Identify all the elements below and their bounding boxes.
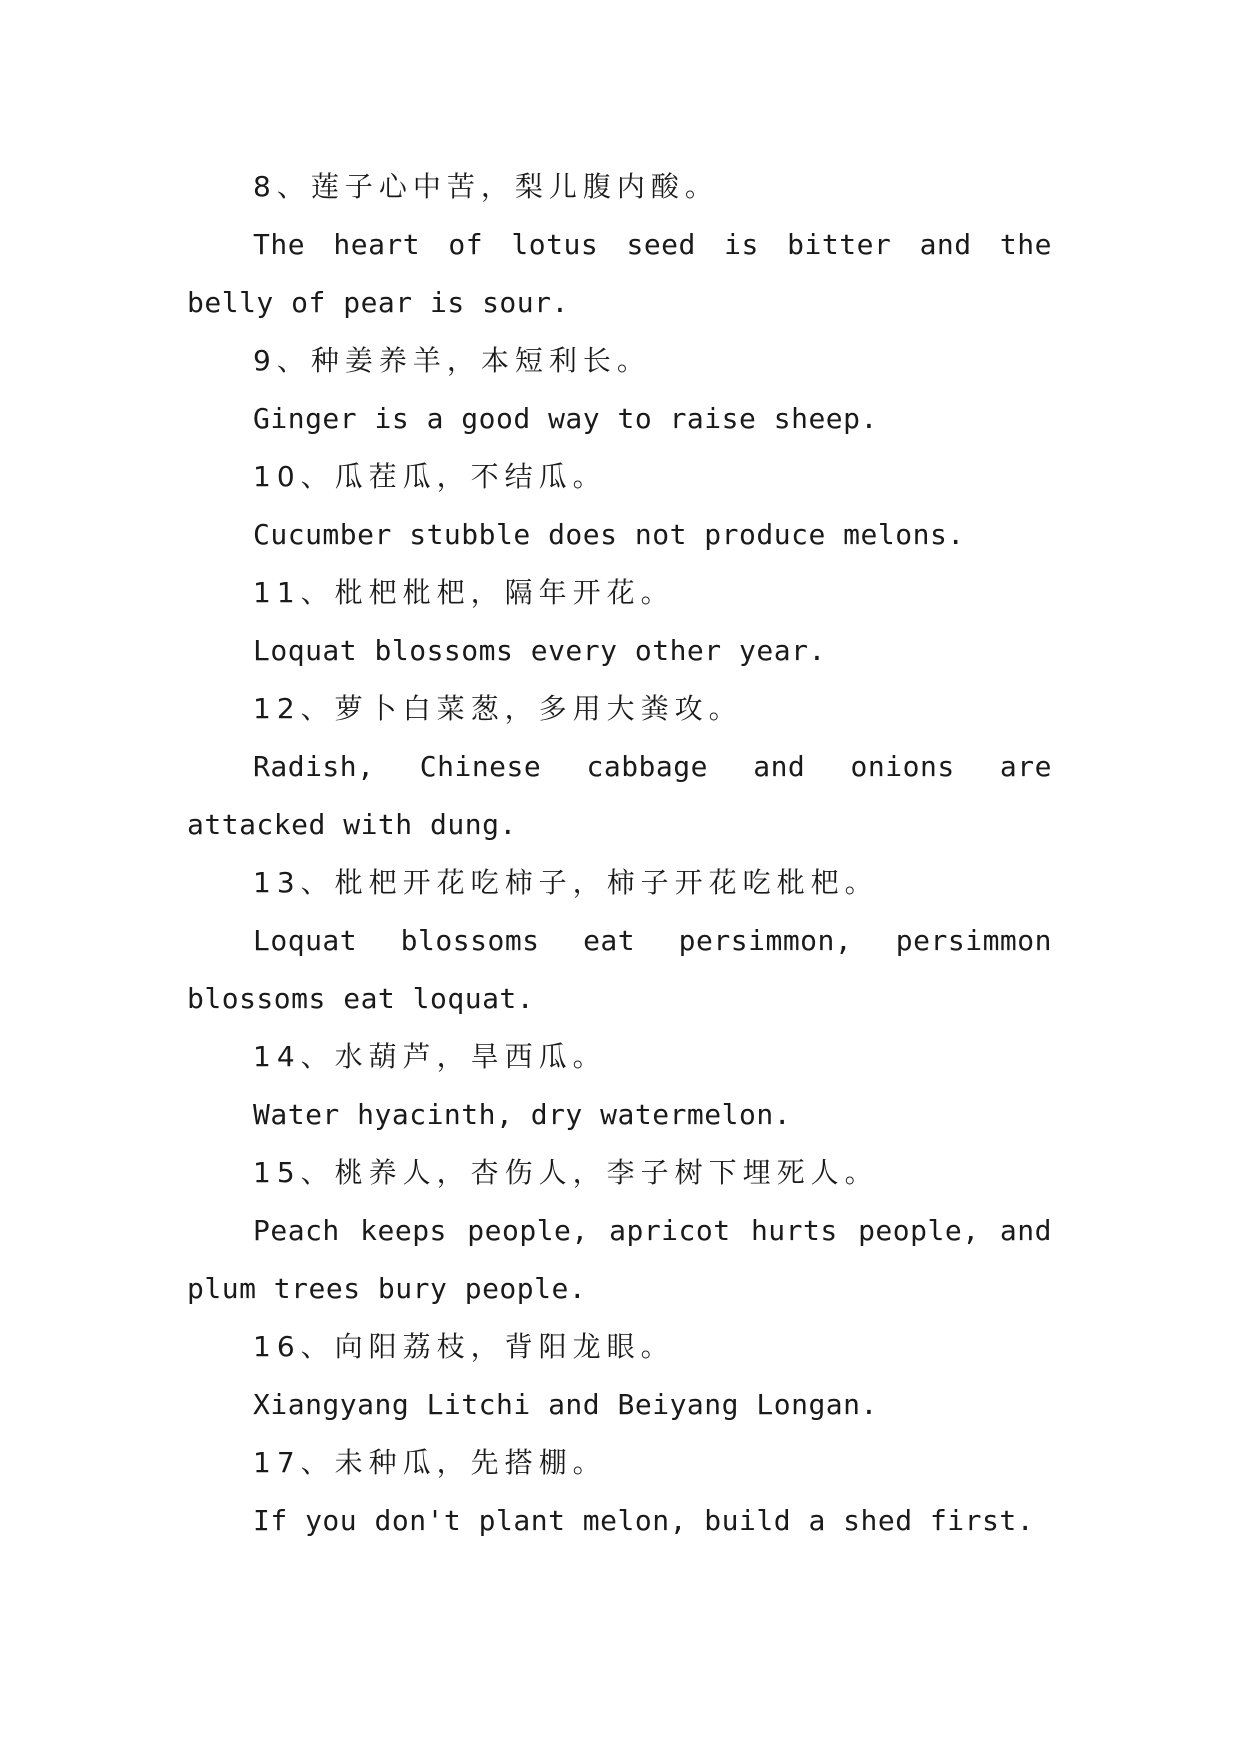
proverb-cn-12: 12、萝卜白菜葱，多用大粪攻。 — [253, 692, 743, 725]
proverb-en-8: The heart of lotus seed is bitter and the belly of pear is sour. — [187, 228, 1052, 319]
proverb-en-9: Ginger is a good way to raise sheep. — [253, 402, 878, 435]
proverb-cn-8: 8、莲子心中苦，梨儿腹内酸。 — [253, 170, 719, 203]
proverb-en-15: Peach keeps people, apricot hurts people, and plum trees bury people. — [187, 1214, 1052, 1305]
document-page — [187, 158, 1052, 1550]
proverb-en-16: Xiangyang Litchi and Beiyang Longan. — [253, 1388, 878, 1421]
proverb-cn-17: 17、未种瓜，先搭棚。 — [253, 1446, 607, 1479]
proverb-cn-10: 10、瓜茬瓜，不结瓜。 — [253, 460, 607, 493]
proverb-en-14: Water hyacinth, dry watermelon. — [253, 1098, 792, 1131]
proverb-cn-9: 9、种姜养羊，本短利长。 — [253, 344, 651, 377]
proverb-cn-14: 14、水葫芦，旱西瓜。 — [253, 1040, 607, 1073]
proverb-cn-13: 13、枇杷开花吃柿子，柿子开花吃枇杷。 — [253, 866, 879, 899]
proverb-en-13: Loquat blossoms eat persimmon, persimmon blossoms eat loquat. — [187, 924, 1052, 1015]
proverb-en-11: Loquat blossoms every other year. — [253, 634, 826, 667]
proverb-cn-16: 16、向阳荔枝，背阳龙眼。 — [253, 1330, 675, 1363]
proverb-cn-11: 11、枇杷枇杷，隔年开花。 — [253, 576, 675, 609]
proverb-en-12: Radish, Chinese cabbage and onions are attacked with dung. — [187, 750, 1052, 841]
proverb-cn-15: 15、桃养人，杏伤人，李子树下埋死人。 — [253, 1156, 879, 1189]
proverb-en-10: Cucumber stubble does not produce melons. — [253, 518, 965, 551]
proverb-en-17: If you don't plant melon, build a shed first. — [253, 1504, 1035, 1537]
